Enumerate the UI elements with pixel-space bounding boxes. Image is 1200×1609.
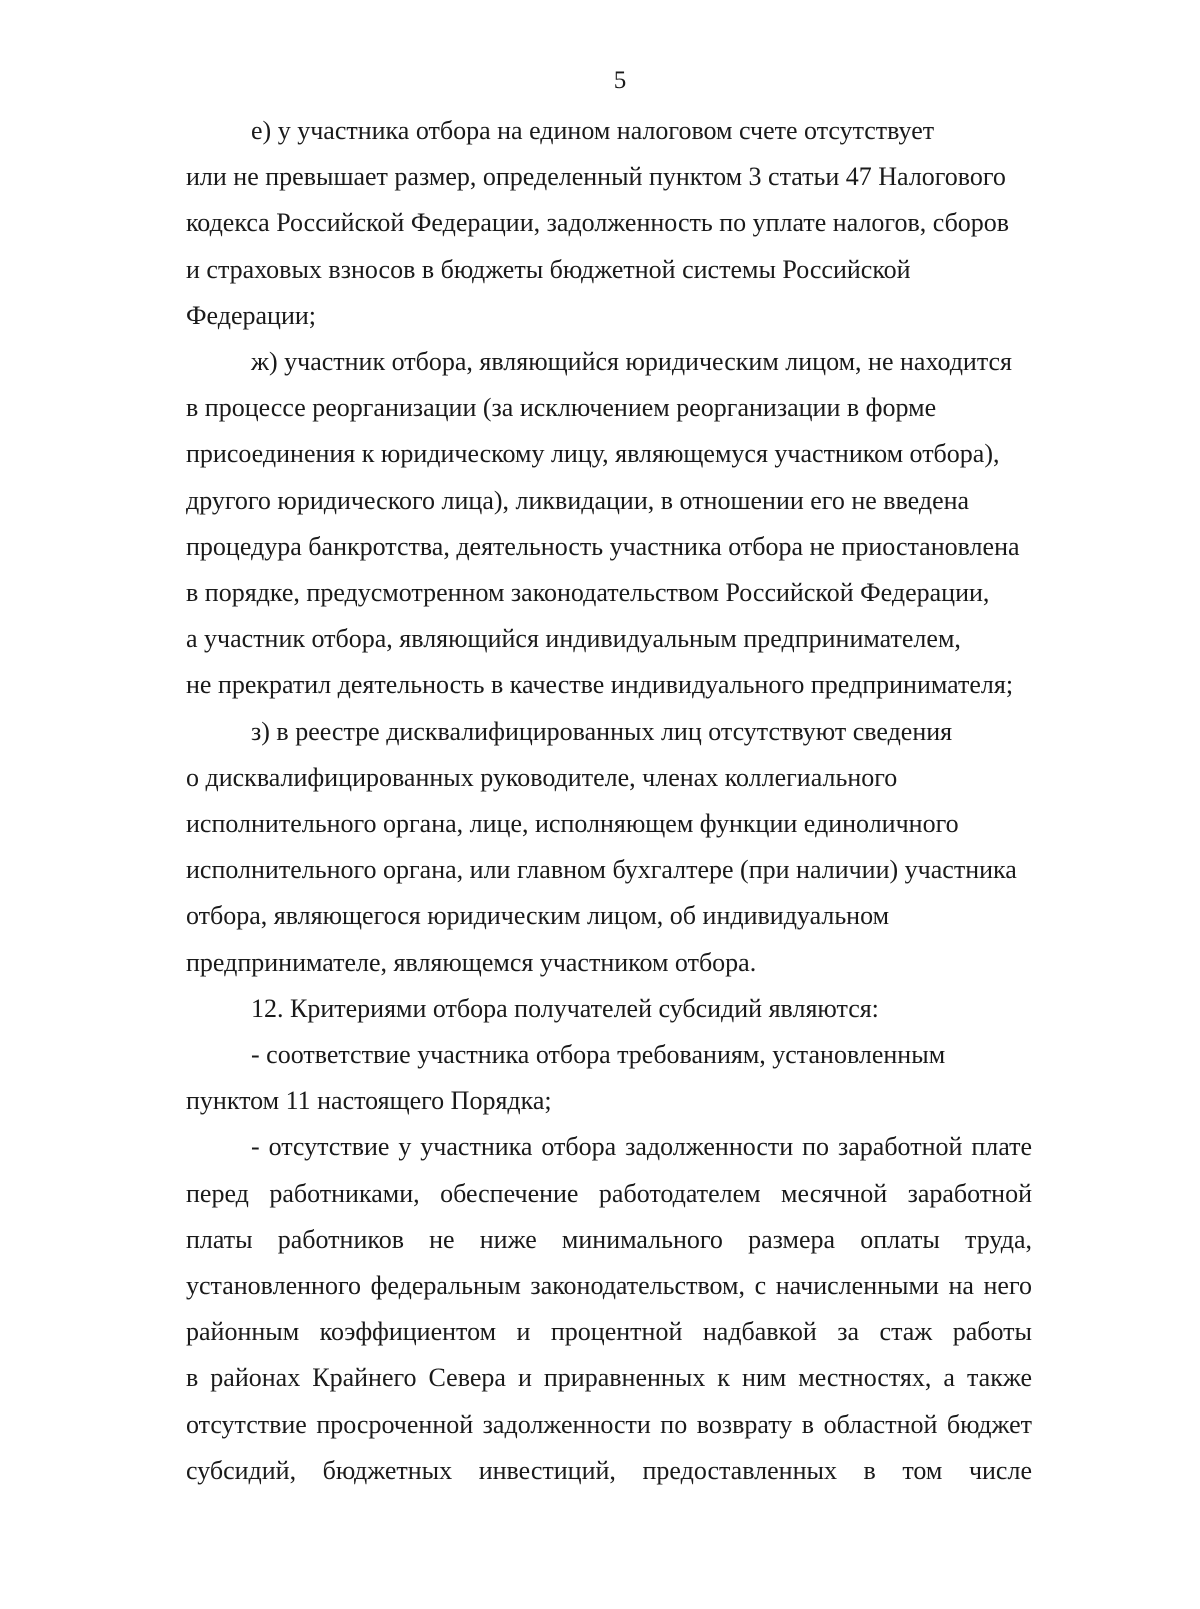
text-line: или не превышает размер, определенный пунктом 3 статьи 47 Налогового xyxy=(186,162,1006,192)
text-line: 12. Критериями отбора получателей субсидий являются: xyxy=(251,993,879,1023)
text-line: не прекратил деятельность в качестве индивидуального предпринимателя; xyxy=(186,670,1014,700)
text-line: отбора, являющегося юридическим лицом, об индивидуальном xyxy=(186,901,890,931)
text-line: районным коэффициентом и процентной надбавкой за стаж работы xyxy=(186,1317,1032,1347)
page-number: 5 xyxy=(613,67,627,94)
text-line: присоединения к юридическому лицу, являющемуся участником отбора), xyxy=(186,439,1000,469)
text-line: и страховых взносов в бюджеты бюджетной системы Российской xyxy=(186,254,911,284)
text-line: отсутствие просроченной задолженности по возврату в областной бюджет xyxy=(186,1409,1032,1439)
text-line: о дисквалифицированных руководителе, членах коллегиального xyxy=(186,762,898,792)
text-line: - отсутствие у участника отбора задолженности по заработной плате xyxy=(251,1132,1032,1162)
text-line: пунктом 11 настоящего Порядка; xyxy=(186,1086,552,1116)
text-line: - соответствие участника отбора требованиям, установленным xyxy=(251,1040,946,1070)
text-line: платы работников не ниже минимального размера оплаты труда, xyxy=(186,1224,1032,1254)
text-line: в районах Крайнего Севера и приравненных к ним местностях, а также xyxy=(186,1363,1032,1393)
document-body xyxy=(186,108,1032,1494)
text-line: кодекса Российской Федерации, задолженность по уплате налогов, сборов xyxy=(186,208,1010,238)
text-line: исполнительного органа, лице, исполняющем функции единоличного xyxy=(186,809,959,839)
text-line: в порядке, предусмотренном законодательством Российской Федерации, xyxy=(186,578,990,608)
text-line: Федерации; xyxy=(186,300,317,330)
paragraph xyxy=(186,1124,1032,1494)
text-line: установленного федеральным законодательством, с начисленными на него xyxy=(186,1271,1032,1301)
paragraph xyxy=(186,709,1032,986)
text-line: е) у участника отбора на едином налоговом счете отсутствует xyxy=(251,116,935,145)
text-line: субсидий, бюджетных инвестиций, предоставленных в том числе xyxy=(186,1455,1032,1485)
paragraph xyxy=(186,1032,1032,1124)
text-line: другого юридического лица), ликвидации, в отношении его не введена xyxy=(186,485,970,515)
paragraph xyxy=(186,339,1032,709)
text-line: з) в реестре дисквалифицированных лиц отсутствуют сведения xyxy=(251,716,953,746)
text-line: в процессе реорганизации (за исключением реорганизации в форме xyxy=(186,393,937,423)
text-line: ж) участник отбора, являющийся юридическим лицом, не находится xyxy=(251,347,1013,377)
text-line: исполнительного органа, или главном бухгалтере (при наличии) участника xyxy=(186,855,1017,885)
text-line: процедура банкротства, деятельность участника отбора не приостановлена xyxy=(186,531,1020,561)
text-line: предпринимателе, являющемся участником отбора. xyxy=(186,947,757,977)
paragraph xyxy=(186,986,1032,1032)
text-line: а участник отбора, являющийся индивидуальным предпринимателем, xyxy=(186,624,961,654)
paragraph xyxy=(186,108,1032,339)
text-line: перед работниками, обеспечение работодателем месячной заработной xyxy=(186,1178,1032,1208)
